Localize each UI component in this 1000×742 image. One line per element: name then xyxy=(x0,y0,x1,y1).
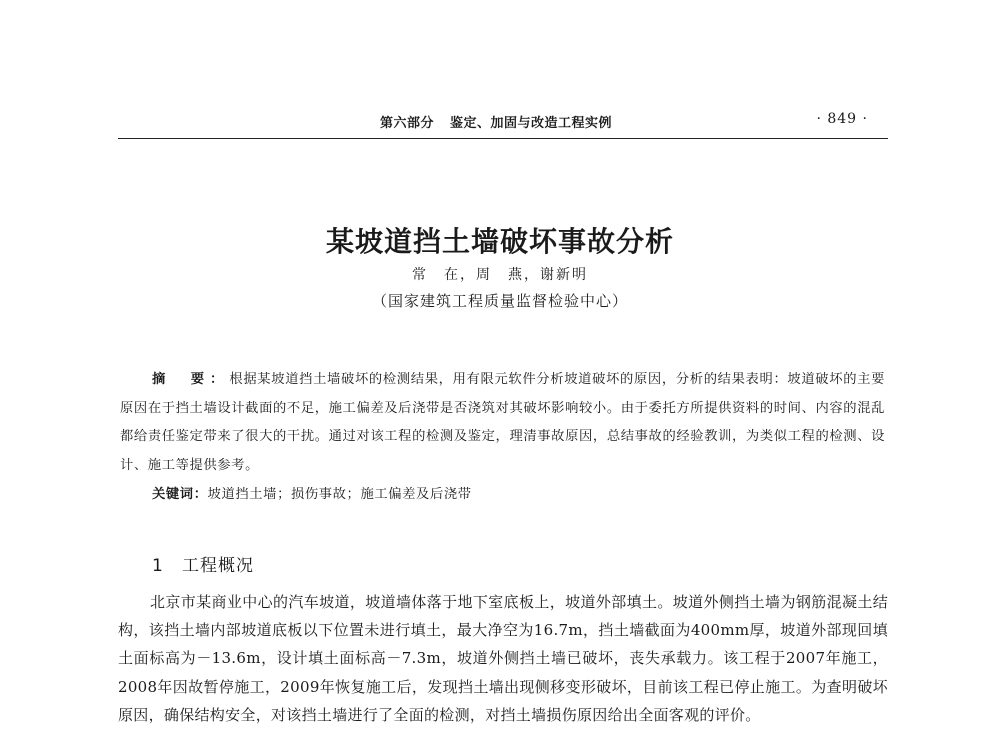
keywords-text: 坡道挡土墙；损伤事故；施工偏差及后浇带 xyxy=(207,487,472,502)
abstract-text: 根据某坡道挡土墙破坏的检测结果，用有限元软件分析坡道破坏的原因，分析的结果表明：坡道破坏的主要原因在于挡土墙设计截面的不足，施工偏差及后浇带是否浇筑对其破坏影响较小。由于委托方所提供资料的时间、内容的混乱都给责任鉴定带来了很大的干扰。通过对该工程的检测及鉴定，理清事故原因，总结事故的经验教训，为类似工程的检测、设计、施工等提供参考。 xyxy=(120,372,886,473)
abstract xyxy=(120,366,885,480)
header-rule xyxy=(118,138,888,139)
article-title: 某坡道挡土墙破坏事故分析 xyxy=(325,225,674,258)
article-authors: 常 在，周 燕，谢新明 xyxy=(412,267,588,283)
section-title: 工程概况 xyxy=(182,556,254,576)
section-heading xyxy=(152,551,254,576)
keywords xyxy=(152,484,892,506)
header-part: 第六部分 xyxy=(380,116,435,131)
abstract-label: 摘 要： xyxy=(152,372,230,387)
section-number: 1 xyxy=(152,556,164,576)
header-section-title xyxy=(380,112,612,131)
running-header xyxy=(118,104,888,138)
header-section: 鉴定、加固与改造工程实例 xyxy=(450,116,613,131)
page-number: · 849 · xyxy=(816,111,868,127)
article-affiliation: （国家建筑工程质量监督检验中心） xyxy=(371,292,628,310)
keywords-label: 关键词： xyxy=(152,487,208,502)
body-paragraph: 北京市某商业中心的汽车坡道，坡道墙体落于地下室底板上，坡道外部填土。坡道外侧挡土墙为钢筋混凝土结构，该挡土墙内部坡道底板以下位置未进行填土，最大净空为16.7m，挡土墙截面为400mm厚，坡道外部现回填土面标高为－13.6m，设计填土面标高－7.3m，坡道外侧挡土墙已破坏，丧失承载力。该工程于2007年施工，2008年因故暂停施工，2009年恢复施工后，发现挡土墙出现侧移变形破坏，目前该工程已停止施工。为查明破坏原因，确保结构安全，对该挡土墙进行了全面的检测，对挡土墙损伤原因给出全面客观的评价。 xyxy=(118,593,888,724)
